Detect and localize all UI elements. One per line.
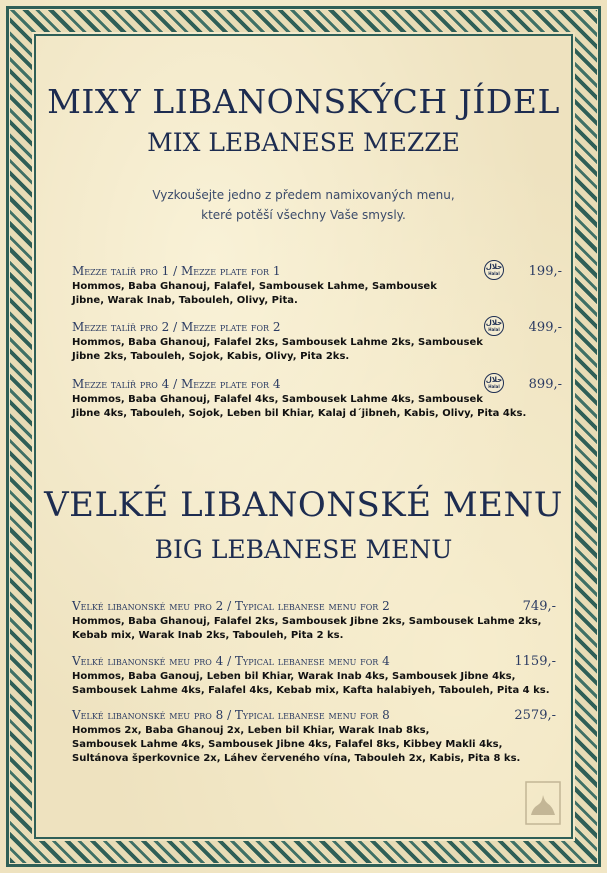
intro-line-1: Vyzkoušejte jedno z předem namixovaných menu, xyxy=(152,188,455,202)
item-desc-line-2: Jibne 2ks, Tabouleh, Sojok, Kabis, Olivy, Pita 2ks. xyxy=(72,351,350,362)
item-price: 899,- xyxy=(528,377,562,392)
item-desc-line-1: Hommos, Baba Ghanouj, Falafel 2ks, Sambousek Lahme 2ks, Sambousek xyxy=(72,337,483,348)
halal-icon: حلال Halal xyxy=(484,373,504,393)
section1-intro xyxy=(0,185,607,225)
item-desc-line-1: Hommos, Baba Ghanouj, Falafel 4ks, Sambousek Lahme 4ks, Sambousek xyxy=(72,394,483,405)
intro-line-2: které potěší všechny Vaše smysly. xyxy=(201,208,406,222)
item-price: 2579,- xyxy=(514,708,556,723)
item-price: 199,- xyxy=(528,264,562,279)
item-desc-line-3: Sultánova šperkovnice 2x, Láhev červeného vína, Tabouleh 2x, Kabis, Pita 8 ks. xyxy=(72,753,521,764)
item-price: 499,- xyxy=(528,320,562,335)
item-name: Velké libanonské meu pro 8 / Typical lebanese menu for 8 xyxy=(72,708,390,722)
item-name: Mezze talíř pro 4 / Mezze plate for 4 xyxy=(72,377,281,391)
menu-item-big-2 xyxy=(72,599,562,643)
menu-item-mezze-2 xyxy=(72,320,562,364)
menu-item-big-4 xyxy=(72,654,562,698)
item-desc-line-2: Sambousek Lahme 4ks, Sambousek Jibne 4ks, Falafel 8ks, Kibbey Makli 4ks, xyxy=(72,739,503,750)
section1-title: MIXY LIBANONSKÝCH JÍDEL xyxy=(47,82,560,121)
menu-item-big-8 xyxy=(72,708,562,766)
item-desc-line-1: Hommos, Baba Ganouj, Leben bil Khiar, Warak Inab 4ks, Sambousek Jibne 4ks, xyxy=(72,671,516,682)
item-name: Velké libanonské meu pro 4 / Typical lebanese menu for 4 xyxy=(72,654,390,668)
item-price: 1159,- xyxy=(514,654,556,669)
menu-item-mezze-1 xyxy=(72,264,562,308)
item-name: Velké libanonské meu pro 2 / Typical lebanese menu for 2 xyxy=(72,599,390,613)
item-desc-line-2: Jibne 4ks, Tabouleh, Sojok, Leben bil Khiar, Kalaj d´jibneh, Kabis, Olivy, Pita 4ks. xyxy=(72,408,527,419)
item-desc-line-1: Hommos 2x, Baba Ghanouj 2x, Leben bil Khiar, Warak Inab 8ks, xyxy=(72,725,430,736)
item-desc-line-2: Jibne, Warak Inab, Tabouleh, Olivy, Pita. xyxy=(72,295,298,306)
item-desc-line-1: Hommos, Baba Ghanouj, Falafel, Sambousek Lahme, Sambousek xyxy=(72,281,437,292)
item-name: Mezze talíř pro 1 / Mezze plate for 1 xyxy=(72,264,281,278)
item-desc-line-1: Hommos, Baba Ghanouj, Falafel 2ks, Sambousek Jibne 2ks, Sambousek Lahme 2ks, xyxy=(72,616,542,627)
section1-subtitle: MIX LEBANESE MEZZE xyxy=(147,128,460,157)
halal-icon: حلال Halal xyxy=(484,260,504,280)
section2-title: VELKÉ LIBANONSKÉ MENU xyxy=(44,485,563,525)
item-name: Mezze talíř pro 2 / Mezze plate for 2 xyxy=(72,320,281,334)
menu-item-mezze-4 xyxy=(72,377,562,421)
section2-subtitle: BIG LEBANESE MENU xyxy=(154,535,453,564)
halal-icon: حلال Halal xyxy=(484,316,504,336)
item-price: 749,- xyxy=(522,599,556,614)
decorative-stamp-icon xyxy=(525,781,561,825)
item-desc-line-2: Kebab mix, Warak Inab 2ks, Tabouleh, Pita 2 ks. xyxy=(72,630,344,641)
item-desc-line-2: Sambousek Lahme 4ks, Falafel 4ks, Kebab mix, Kafta halabiyeh, Tabouleh, Pita 4 ks. xyxy=(72,685,550,696)
